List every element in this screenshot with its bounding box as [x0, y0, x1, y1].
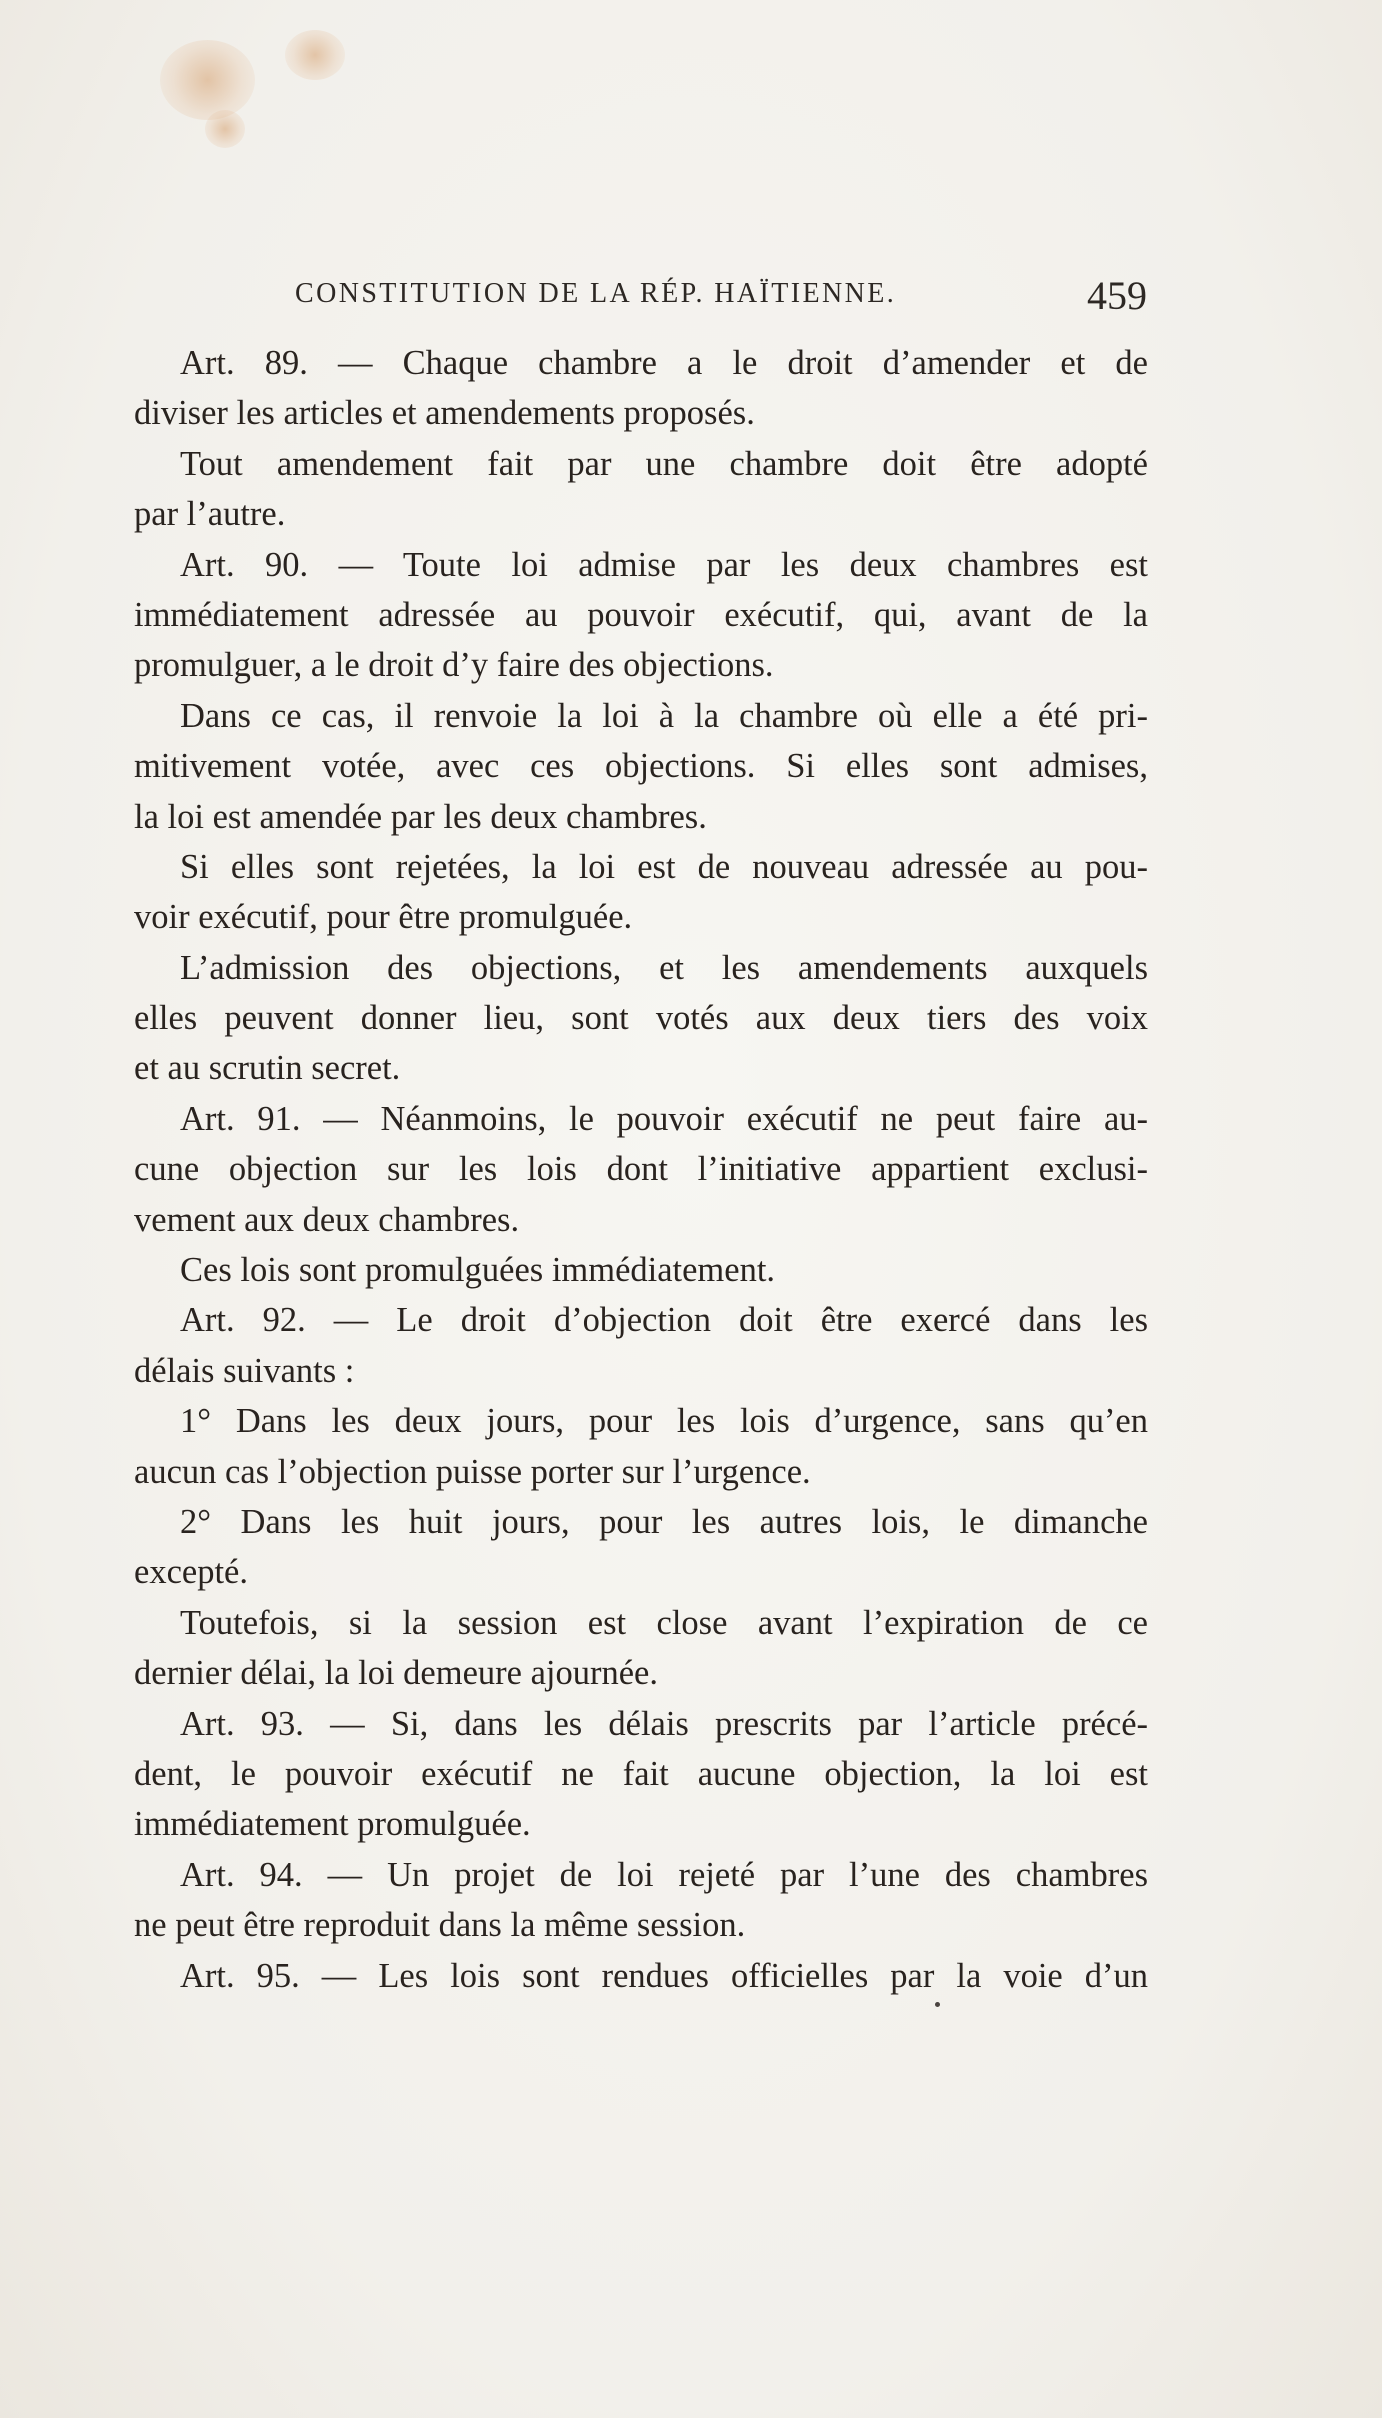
text-line: vement aux deux chambres. [134, 1200, 520, 1239]
text-line: Art. 94. — Un projet de loi rejeté par l’une des chambres [180, 1855, 1148, 1894]
running-title: CONSTITUTION DE LA RÉP. HAÏTIENNE. [295, 278, 897, 309]
text-line: immédiatement promulguée. [134, 1805, 531, 1844]
running-header [295, 272, 1147, 318]
text-line: voir exécutif, pour être promulguée. [134, 898, 633, 937]
text-line: aucun cas l’objection puisse porter sur l’urgence. [134, 1452, 811, 1491]
text-line: la loi est amendée par les deux chambres. [134, 797, 707, 836]
text-line: Art. 89. — Chaque chambre a le droit d’amender et de [180, 344, 1148, 382]
text-line: cune objection sur les lois dont l’initiative appartient exclusi- [134, 1150, 1148, 1189]
text-line: mitivement votée, avec ces objections. Si elles sont admises, [134, 747, 1148, 786]
text-line: excepté. [134, 1553, 248, 1592]
text-line: dent, le pouvoir exécutif ne fait aucune objection, la loi est [134, 1754, 1148, 1793]
foxing-stain [285, 30, 345, 80]
text-line: Art. 90. — Toute loi admise par les deux chambres est [180, 545, 1148, 584]
text-line: Tout amendement fait par une chambre doit être adopté [180, 444, 1148, 483]
text-line: Toutefois, si la session est close avant l’expiration de ce [180, 1603, 1148, 1642]
text-line: Ces lois sont promulguées immédiatement. [180, 1251, 776, 1290]
text-line: immédiatement adressée au pouvoir exécutif, qui, avant de la [134, 595, 1148, 634]
text-line: dernier délai, la loi demeure ajournée. [134, 1654, 658, 1693]
ink-speck [935, 2002, 940, 2007]
body-text [134, 338, 1148, 2001]
text-line: elles peuvent donner lieu, sont votés aux deux tiers des voix [134, 999, 1148, 1038]
text-line: Art. 95. — Les lois sont rendues officielles par la voie d’un [180, 1956, 1148, 1995]
text-line: Dans ce cas, il renvoie la loi à la chambre où elle a été pri- [180, 696, 1148, 735]
text-line: Art. 92. — Le droit d’objection doit être exercé dans les [180, 1301, 1148, 1340]
text-line: par l’autre. [134, 495, 286, 534]
text-line: 2° Dans les huit jours, pour les autres lois, le dimanche [180, 1502, 1148, 1541]
text-line: Si elles sont rejetées, la loi est de nouveau adressée au pou- [180, 847, 1148, 886]
text-line: Art. 91. — Néanmoins, le pouvoir exécutif ne peut faire au- [180, 1099, 1148, 1138]
text-line: Art. 93. — Si, dans les délais prescrits par l’article précé- [180, 1704, 1148, 1743]
text-line: promulguer, a le droit d’y faire des objections. [134, 646, 774, 685]
text-line: diviser les articles et amendements proposés. [134, 394, 755, 433]
text-line: et au scrutin secret. [134, 1049, 401, 1088]
text-line: 1° Dans les deux jours, pour les lois d’urgence, sans qu’en [180, 1402, 1148, 1441]
foxing-stain [160, 40, 255, 120]
text-line: ne peut être reproduit dans la même session. [134, 1906, 746, 1945]
page-number: 459 [1087, 273, 1147, 318]
text-line: L’admission des objections, et les amendements auxquels [180, 948, 1148, 987]
foxing-stain [205, 110, 245, 148]
text-line: délais suivants : [134, 1351, 355, 1390]
